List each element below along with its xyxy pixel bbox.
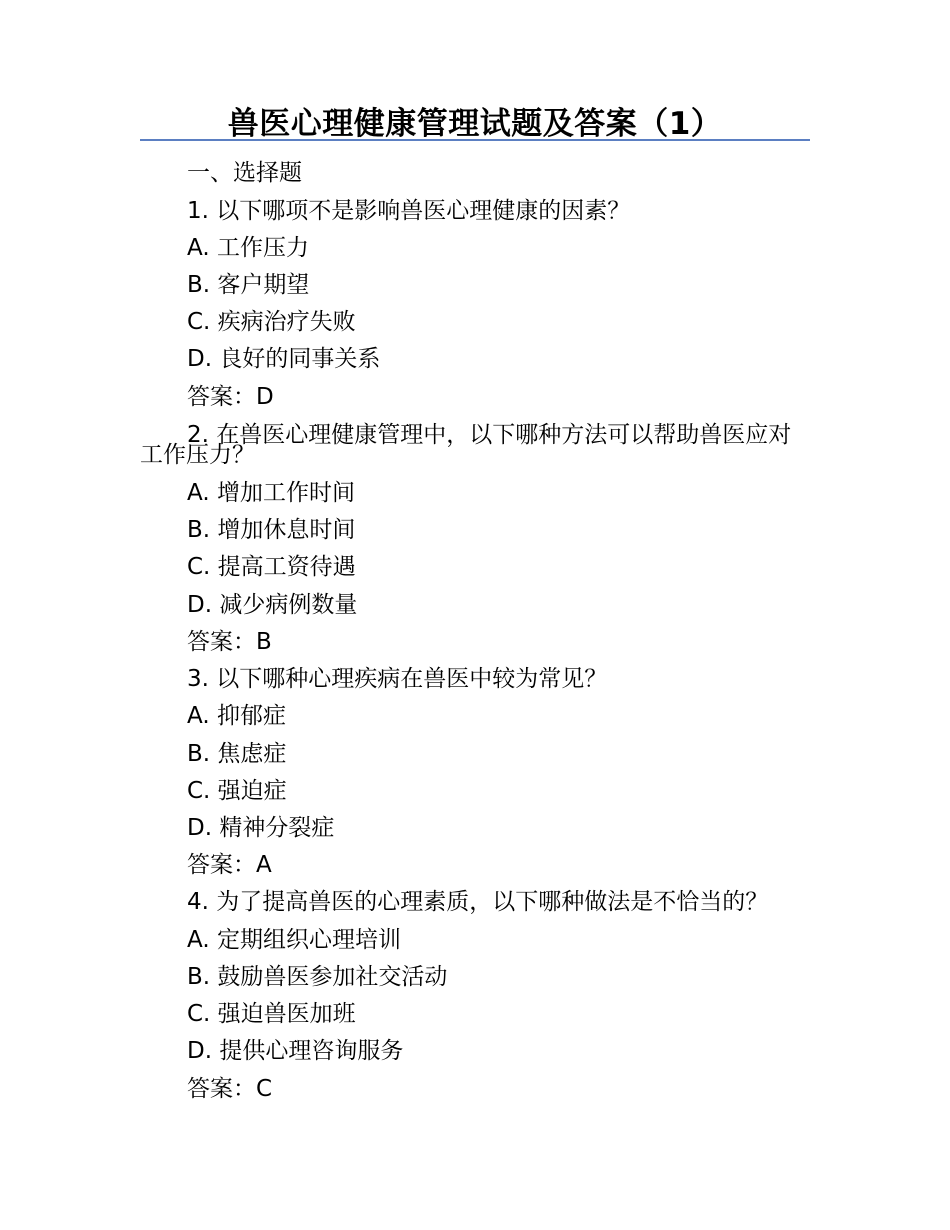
question-4-answer: 答案：C: [187, 1076, 273, 1102]
question-1-answer: 答案：D: [187, 384, 274, 410]
question-1-option-d: D. 良好的同事关系: [187, 346, 381, 372]
question-2-option-d: D. 减少病例数量: [187, 592, 358, 618]
question-3-text: 3. 以下哪种心理疾病在兽医中较为常见？: [187, 666, 608, 692]
question-3-option-d: D. 精神分裂症: [187, 815, 335, 841]
question-4-text: 4. 为了提高兽医的心理素质，以下哪种做法是不恰当的？: [187, 889, 769, 915]
question-3-option-c: C. 强迫症: [187, 778, 287, 804]
question-4-option-c: C. 强迫兽医加班: [187, 1001, 356, 1027]
question-4-option-a: A. 定期组织心理培训: [187, 927, 401, 953]
question-4-option-b: B. 鼓励兽医参加社交活动: [187, 964, 448, 990]
question-2-option-b: B. 增加休息时间: [187, 517, 356, 543]
question-4-option-d: D. 提供心理咨询服务: [187, 1038, 404, 1064]
question-2-option-a: A. 增加工作时间: [187, 480, 355, 506]
question-1-option-b: B. 客户期望: [187, 272, 310, 298]
question-1-text: 1. 以下哪项不是影响兽医心理健康的因素？: [187, 198, 631, 224]
question-1-option-c: C. 疾病治疗失败: [187, 309, 356, 335]
title-underline: [140, 139, 810, 141]
question-2-answer: 答案：B: [187, 629, 272, 655]
question-3-answer: 答案：A: [187, 852, 272, 878]
question-3-option-a: A. 抑郁症: [187, 703, 286, 729]
question-2-text: 2. 在兽医心理健康管理中，以下哪种方法可以帮助兽医应对工作压力？: [140, 422, 792, 468]
question-2-option-c: C. 提高工资待遇: [187, 554, 356, 580]
question-3-option-b: B. 焦虑症: [187, 741, 287, 767]
question-1-option-a: A. 工作压力: [187, 235, 309, 261]
document-title: 兽医心理健康管理试题及答案（1）: [227, 106, 723, 142]
section-heading: 一、选择题: [187, 160, 302, 186]
